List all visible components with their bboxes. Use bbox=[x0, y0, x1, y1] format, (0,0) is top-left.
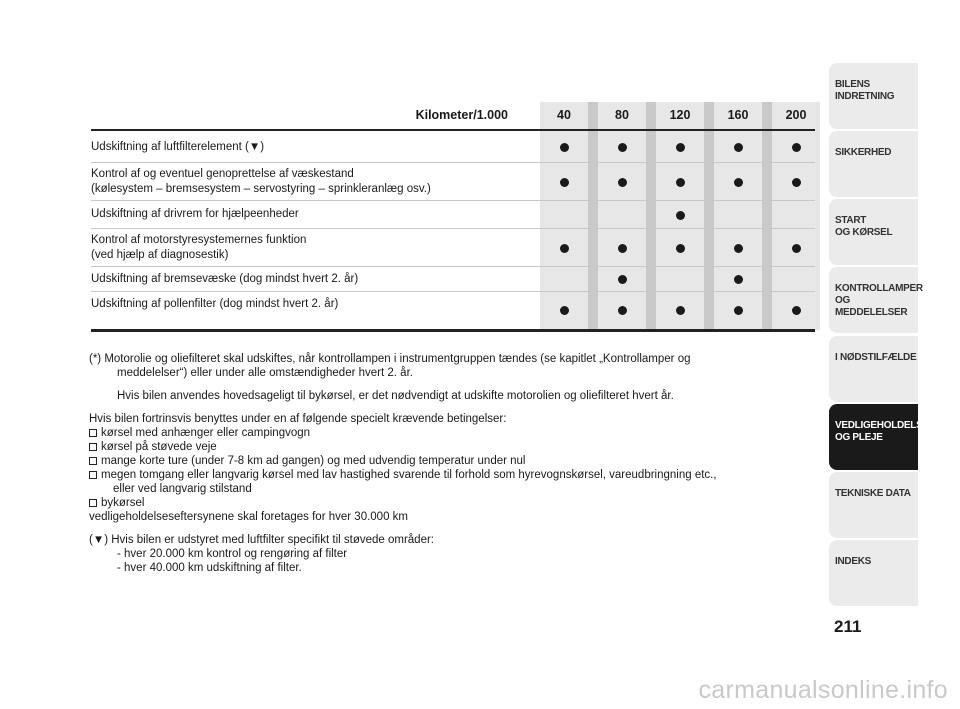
maintenance-dot bbox=[734, 275, 743, 284]
condition-item: megen tomgang eller langvarig kørsel med lav hastighed svarende til forhold som hyrevognskørsel, vareudbringning etc., bbox=[89, 468, 799, 482]
maintenance-dot bbox=[560, 244, 569, 253]
maintenance-dot bbox=[792, 178, 801, 187]
maintenance-dot bbox=[618, 275, 627, 284]
maintenance-notes bbox=[89, 352, 799, 575]
maintenance-dot bbox=[792, 306, 801, 315]
km-header-120: 120 bbox=[669, 108, 691, 122]
table-row bbox=[91, 292, 815, 328]
city-note: Hvis bilen anvendes hovedsageligt til bykørsel, er det nødvendigt at udskifte motorolien og oliefilteret hvert år. bbox=[117, 390, 674, 402]
table-row bbox=[91, 267, 815, 292]
maintenance-dot bbox=[618, 178, 627, 187]
km-header-40: 40 bbox=[557, 108, 571, 122]
maintenance-dot bbox=[618, 306, 627, 315]
checkbox-icon bbox=[89, 457, 97, 465]
maintenance-dot bbox=[792, 244, 801, 253]
maintenance-dot bbox=[560, 178, 569, 187]
tab-vedligeholdelse[interactable]: VEDLIGEHOLDELSE OG PLEJE bbox=[829, 404, 918, 470]
maintenance-dot bbox=[676, 211, 685, 220]
tab-i-nodstilfaelde[interactable]: I NØDSTILFÆLDE bbox=[829, 336, 918, 402]
filter-item: - hver 40.000 km udskiftning af filter. bbox=[117, 562, 302, 574]
km-header-200: 200 bbox=[785, 108, 807, 122]
maintenance-dot bbox=[560, 143, 569, 152]
maintenance-dot bbox=[676, 143, 685, 152]
table-row bbox=[91, 163, 815, 201]
filter-item: - hver 20.000 km kontrol og rengøring af filter bbox=[117, 548, 348, 560]
table-row bbox=[91, 201, 815, 229]
row-label: Udskiftning af luftfilterelement (▼) bbox=[91, 141, 265, 153]
table-row bbox=[91, 131, 815, 163]
conditions-outro: vedligeholdelseseftersynene skal foretages for hver 30.000 km bbox=[89, 511, 408, 523]
maintenance-dot bbox=[676, 306, 685, 315]
tab-kontrollamper[interactable]: KONTROLLAMPER OG MEDDELELSER bbox=[829, 267, 918, 333]
page-number: 211 bbox=[834, 617, 862, 636]
maintenance-table bbox=[91, 102, 815, 330]
maintenance-dot bbox=[792, 143, 801, 152]
maintenance-dot bbox=[734, 178, 743, 187]
maintenance-dot bbox=[734, 244, 743, 253]
tab-tekniske-data[interactable]: TEKNISKE DATA bbox=[829, 472, 918, 538]
tab-sikkerhed[interactable]: SIKKERHED bbox=[829, 131, 918, 197]
oil-note-continued: meddelelser“) eller under alle omstændigheder hvert 2. år. bbox=[117, 367, 413, 379]
condition-item: kørsel på støvede veje bbox=[89, 440, 799, 454]
checkbox-icon bbox=[89, 471, 97, 479]
conditions-intro: Hvis bilen fortrinsvis benyttes under en af følgende specielt krævende betingelser: bbox=[89, 413, 507, 425]
checkbox-icon bbox=[89, 429, 97, 437]
watermark: carmanualsonline.info bbox=[698, 676, 948, 704]
condition-item-continued: eller ved langvarig stilstand bbox=[113, 483, 252, 495]
table-header bbox=[91, 102, 815, 131]
checkbox-icon bbox=[89, 443, 97, 451]
filter-note: (▼) Hvis bilen er udstyret med luftfilter specifikt til støvede områder: bbox=[89, 534, 434, 546]
checkbox-icon bbox=[89, 499, 97, 507]
oil-note: (*) Motorolie og oliefilteret skal udskiftes, når kontrollampen i instrumentgruppen tændes (se kapitlet „Kontrollamper og bbox=[89, 353, 691, 365]
tab-start-og-korsel[interactable]: START OG KØRSEL bbox=[829, 199, 918, 265]
maintenance-dot bbox=[676, 178, 685, 187]
km-header-80: 80 bbox=[615, 108, 629, 122]
tab-indeks[interactable]: INDEKS bbox=[829, 540, 918, 606]
row-label: Udskiftning af pollenfilter (dog mindst hvert 2. år) bbox=[91, 298, 339, 310]
table-row bbox=[91, 229, 815, 267]
row-label: Kontrol af og eventuel genoprettelse af væskestand (kølesystem – bremsesystem – servostyring – sprinkleranlæg osv.) bbox=[91, 168, 431, 195]
maintenance-dot bbox=[560, 306, 569, 315]
row-label: Udskiftning af drivrem for hjælpeenheder bbox=[91, 208, 299, 220]
condition-item: kørsel med anhænger eller campingvogn bbox=[89, 426, 799, 440]
maintenance-dot bbox=[734, 143, 743, 152]
row-label: Udskiftning af bremsevæske (dog mindst hvert 2. år) bbox=[91, 273, 359, 285]
condition-item: bykørsel bbox=[89, 496, 799, 510]
tab-bilens-indretning[interactable]: BILENS INDRETNING bbox=[829, 63, 918, 129]
condition-item: mange korte ture (under 7-8 km ad gangen) og med udvendig temperatur under nul bbox=[89, 454, 799, 468]
km-header-160: 160 bbox=[727, 108, 749, 122]
kilometer-header: Kilometer/1.000 bbox=[415, 108, 508, 122]
maintenance-dot bbox=[734, 306, 743, 315]
row-label: Kontrol af motorstyresystemernes funktion (ved hjælp af diagnosestik) bbox=[91, 234, 307, 261]
maintenance-dot bbox=[676, 244, 685, 253]
maintenance-dot bbox=[618, 244, 627, 253]
maintenance-dot bbox=[618, 143, 627, 152]
table-bottom-rule bbox=[91, 329, 815, 332]
